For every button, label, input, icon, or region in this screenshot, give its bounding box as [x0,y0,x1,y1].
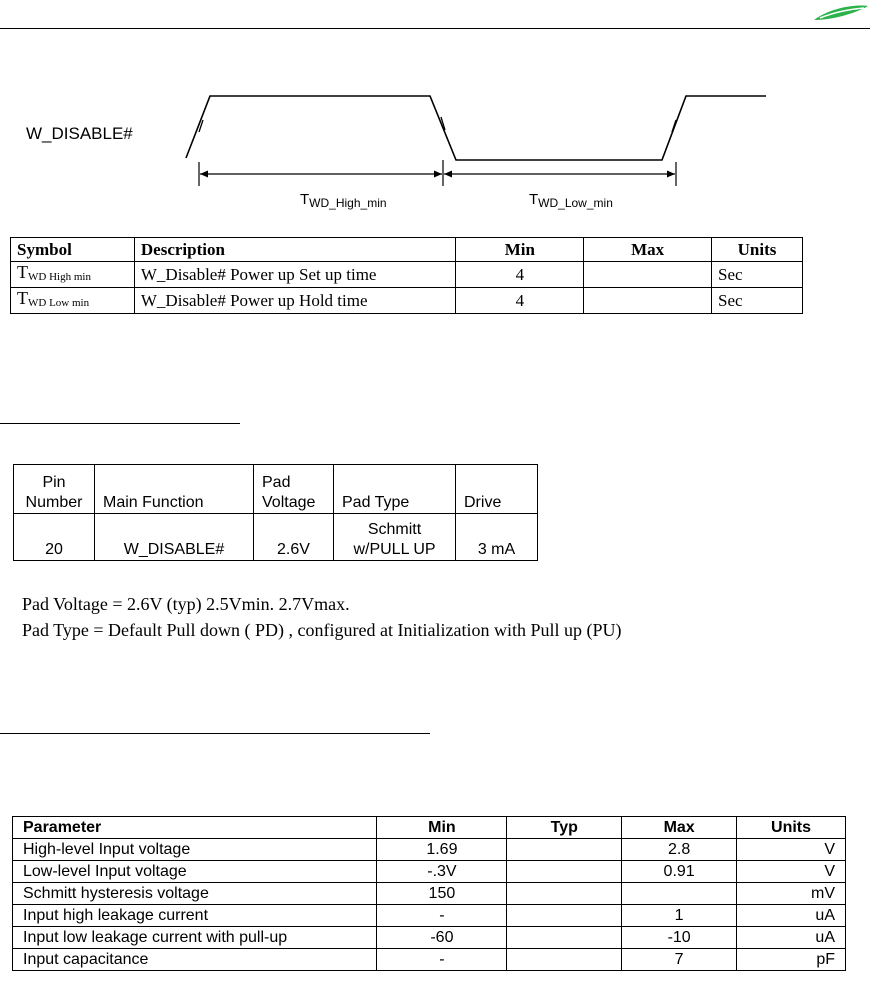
units-cell: Sec [712,288,803,314]
main-function-cell: W_DISABLE# [95,514,254,561]
max-cell: -10 [622,927,737,949]
pad-voltage-cell: 2.6V [254,514,334,561]
col-max: Max [622,817,737,839]
min-cell: -60 [377,927,507,949]
section-underline [0,423,240,424]
description-cell: W_Disable# Power up Set up time [134,262,456,288]
col-description: Description [134,238,456,262]
max-cell [584,288,712,314]
typ-cell [507,927,622,949]
low-min-label: $T_{WD\_Low\_min}$ [529,191,613,210]
col-min: Min [377,817,507,839]
table-row [13,949,846,971]
max-cell [584,262,712,288]
pad-type-cell: Schmitt w/PULL UP [334,514,456,561]
drive-cell: 3 mA [456,514,538,561]
col-min: Min [456,238,584,262]
header-pin-number: Pin Number [14,465,95,514]
min-cell: 1.69 [377,839,507,861]
max-cell: 2.8 [622,839,737,861]
pad-voltage-note: Pad Voltage = 2.6V (typ) 2.5Vmin. 2.7Vmax. [22,594,350,614]
typ-cell [507,839,622,861]
min-cell: -.3V [377,861,507,883]
max-cell: 1 [622,905,737,927]
high-min-label: $T_{WD\_High\_min}$ [300,191,387,210]
pin-number-cell: 20 [14,514,95,561]
header-main-function: Main Function [95,465,254,514]
units-cell: V [737,839,846,861]
min-cell: - [377,905,507,927]
typ-cell [507,861,622,883]
typ-cell [507,949,622,971]
col-max: Max [584,238,712,262]
pin-header-row [14,465,538,514]
symbol-cell: TWD Low min [11,288,135,314]
table-row [11,288,803,314]
parameter-cell: High-level Input voltage [13,839,377,861]
pad-type-note: Pad Type = Default Pull down ( PD) , configured at Initialization with Pull up (PU) [22,620,622,640]
min-cell: - [377,949,507,971]
parameter-cell: Input capacitance [13,949,377,971]
header-rule [0,28,870,29]
col-units: Units [712,238,803,262]
typ-cell [507,883,622,905]
table-row [13,927,846,949]
dc-characteristics-table [12,816,846,971]
signal-label: W_DISABLE# [26,124,133,143]
parameter-cell: Input low leakage current with pull-up [13,927,377,949]
parameter-cell: Input high leakage current [13,905,377,927]
table-row [13,839,846,861]
max-cell [622,883,737,905]
min-cell: 4 [456,262,584,288]
parameter-cell: Schmitt hysteresis voltage [13,883,377,905]
edge-ticks [199,117,676,132]
typ-cell [507,905,622,927]
header-drive: Drive [456,465,538,514]
units-cell: mV [737,883,846,905]
pin-table [13,464,538,561]
description-cell: W_Disable# Power up Hold time [134,288,456,314]
units-cell: Sec [712,262,803,288]
section-underline [0,733,430,734]
units-cell: pF [737,949,846,971]
waveform [186,96,766,160]
table-row [14,514,538,561]
symbol-cell: TWD High min [11,262,135,288]
units-cell: uA [737,927,846,949]
table-row [13,883,846,905]
header-pad-type: Pad Type [334,465,456,514]
min-cell: 4 [456,288,584,314]
col-parameter: Parameter [13,817,377,839]
header-pad-voltage: Pad Voltage [254,465,334,514]
table-row [13,905,846,927]
timing-header-row [11,238,803,262]
units-cell: V [737,861,846,883]
min-cell: 150 [377,883,507,905]
col-units: Units [737,817,846,839]
timing-table [10,237,803,314]
green-swoosh-logo-icon [810,0,870,26]
col-symbol: Symbol [11,238,135,262]
units-cell: uA [737,905,846,927]
col-typ: Typ [507,817,622,839]
table-row [13,861,846,883]
max-cell: 0.91 [622,861,737,883]
table-row [11,262,803,288]
parameter-cell: Low-level Input voltage [13,861,377,883]
timing-diagram [0,80,870,210]
dc-header-row [13,817,846,839]
max-cell: 7 [622,949,737,971]
